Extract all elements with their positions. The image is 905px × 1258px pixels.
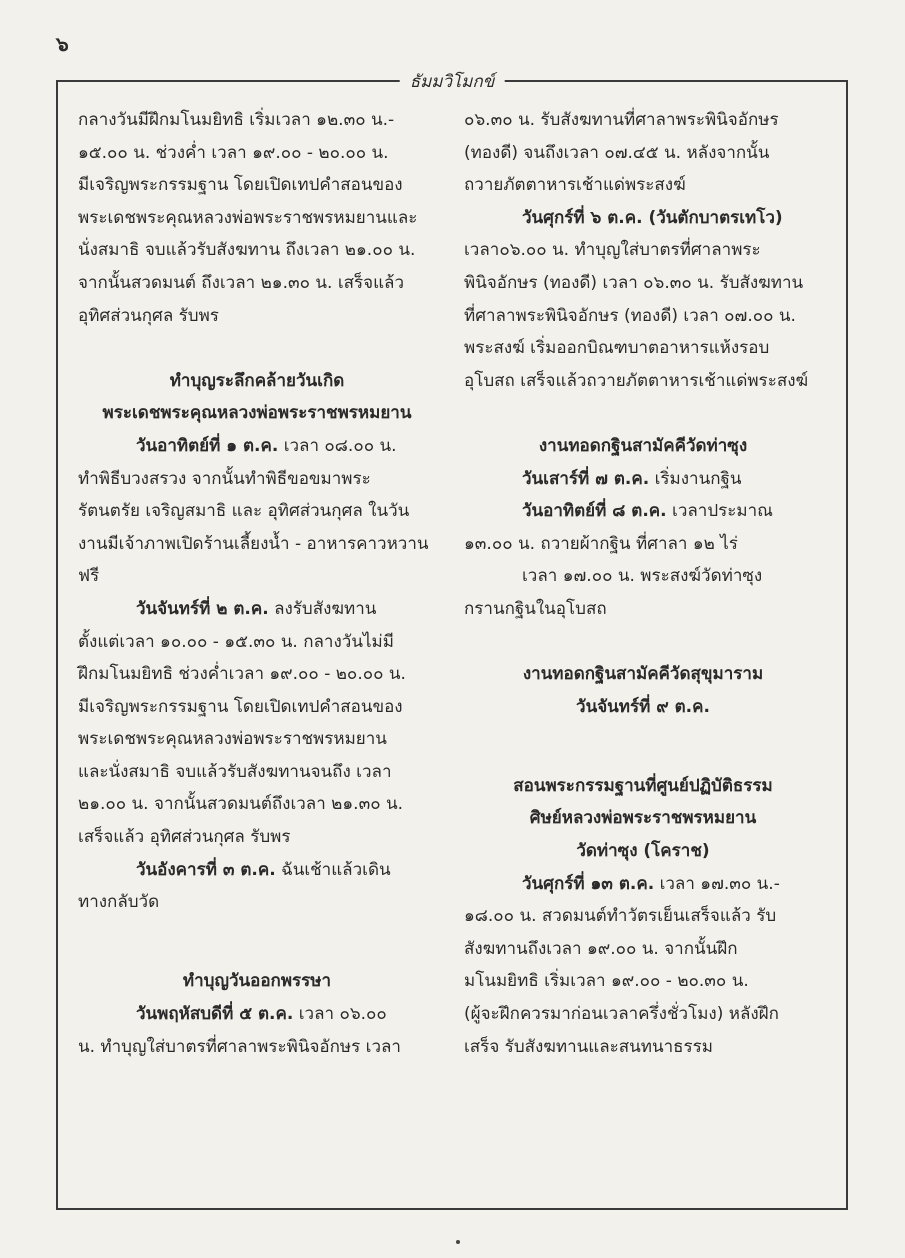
- section-heading: ทำบุญระลึกคล้ายวันเกิด: [169, 370, 345, 391]
- text-line: เวลา๐๖.๐๐ น. ทำบุญใส่บาตรที่ศาลาพระ: [464, 240, 761, 261]
- entry-text: ลงรับสังฆทาน: [268, 598, 377, 619]
- text-line: ถวายภัตตาหารเช้าแด่พระสงฆ์: [464, 175, 686, 196]
- entry-first-line: [464, 868, 822, 901]
- text-line: ฟรี: [78, 566, 100, 587]
- text-line: ทำพิธีบวงสรวง จากนั้นทำพิธีขอขมาพระ: [78, 468, 371, 489]
- entry-text: ฉันเช้าแล้วเดิน: [275, 859, 391, 880]
- entry-first-line: [78, 430, 436, 463]
- entry-text: เวลาประมาณ: [666, 501, 773, 522]
- right-column: [464, 104, 822, 1063]
- section-heading: สอนพระกรรมฐานที่ศูนย์ปฏิบัติธรรม: [513, 775, 773, 796]
- entry-first-line: [78, 593, 436, 626]
- page-number: ๖: [56, 32, 69, 56]
- entry-text: เวลา ๑๗.๓๐ น.-: [654, 873, 780, 894]
- date-label: วันอาทิตย์ที่ ๘ ต.ค.: [522, 501, 667, 522]
- section-heading: วัดท่าซุง (โคราช): [576, 841, 710, 862]
- date-label: วันศุกร์ที่ ๖ ต.ค. (วันตักบาตรเทโว): [522, 207, 783, 228]
- text-line: พระเดชพระคุณหลวงพ่อพระราชพรหมยานและ: [78, 207, 418, 228]
- text-line: ที่ศาลาพระพินิจอักษร (ทองดี) เวลา ๐๗.๐๐ น.: [464, 305, 796, 326]
- text-line: ฝึกมโนมยิทธิ ช่วงค่ำเวลา ๑๙.๐๐ - ๒๐.๐๐ น.: [78, 664, 406, 685]
- entry-first-line: [464, 495, 822, 528]
- entry-text: เวลา ๐๘.๐๐ น.: [278, 435, 397, 456]
- text-line: ๒๑.๐๐ น. จากนั้นสวดมนต์ถึงเวลา ๒๑.๓๐ น.: [78, 794, 404, 815]
- entry-text: เริ่มงานกฐิน: [649, 468, 742, 489]
- date-label: วันจันทร์ที่ ๒ ต.ค.: [136, 598, 269, 619]
- entry-text: เวลา ๐๖.๐๐: [293, 1004, 387, 1025]
- text-line: ๑๕.๐๐ น. ช่วงค่ำ เวลา ๑๙.๐๐ - ๒๐.๐๐ น.: [78, 142, 389, 163]
- text-line: งานมีเจ้าภาพเปิดร้านเลี้ยงน้ำ - อาหารคาวหวาน: [78, 533, 429, 554]
- date-label: วันอังคารที่ ๓ ต.ค.: [136, 859, 276, 880]
- text-line: ๑๓.๐๐ น. ถวายผ้ากฐิน ที่ศาลา ๑๒ ไร่: [464, 533, 738, 554]
- text-line: ๑๘.๐๐ น. สวดมนต์ทำวัตรเย็นเสร็จแล้ว รับ: [464, 906, 777, 927]
- text-line: กรานกฐินในอุโบสถ: [464, 598, 607, 619]
- left-column: [78, 104, 436, 1063]
- date-label: วันศุกร์ที่ ๑๓ ต.ค.: [522, 873, 655, 894]
- running-header: ธัมมวิโมกข์: [400, 68, 505, 95]
- section-heading: ทำบุญวันออกพรรษา: [182, 971, 332, 992]
- date-label: วันพฤหัสบดีที่ ๕ ต.ค.: [136, 1004, 294, 1025]
- text-line: รัตนตรัย เจริญสมาธิ และ อุทิศส่วนกุศล ในวัน: [78, 501, 410, 522]
- text-line: สังฆทานถึงเวลา ๑๙.๐๐ น. จากนั้นฝึก: [464, 938, 738, 959]
- text-line: มีเจริญพระกรรมฐาน โดยเปิดเทปคำสอนของ: [78, 175, 403, 196]
- text-line: พระเดชพระคุณหลวงพ่อพระราชพรหมยาน: [78, 729, 387, 750]
- content-frame: [56, 72, 848, 1210]
- text-line: น. ทำบุญใส่บาตรที่ศาลาพระพินิจอักษร เวลา: [78, 1036, 401, 1057]
- section-heading: พระเดชพระคุณหลวงพ่อพระราชพรหมยาน: [102, 403, 412, 424]
- text-line: ทางกลับวัด: [78, 892, 160, 913]
- text-line: ๐๖.๓๐ น. รับสังฆทานที่ศาลาพระพินิจอักษร: [464, 110, 779, 130]
- text-line: เสร็จแล้ว อุทิศส่วนกุศล รับพร: [78, 827, 291, 848]
- section-heading: ศิษย์หลวงพ่อพระราชพรหมยาน: [529, 808, 757, 829]
- section-heading: งานทอดกฐินสามัคคีวัดท่าซุง: [538, 435, 748, 456]
- text-line: (ผู้จะฝึกควรมาก่อนเวลาครึ่งชั่วโมง) หลังฝึก: [464, 1004, 779, 1025]
- text-line: ตั้งแต่เวลา ๑๐.๐๐ - ๑๕.๓๐ น. กลางวันไม่มี: [78, 631, 394, 652]
- section-heading: งานทอดกฐินสามัคคีวัดสุขุมาราม: [522, 664, 764, 685]
- bottom-dot: [456, 1240, 460, 1244]
- text-line: อุทิศส่วนกุศล รับพร: [78, 305, 219, 326]
- date-label: วันเสาร์ที่ ๗ ต.ค.: [522, 468, 650, 489]
- entry-first-line: [464, 463, 822, 496]
- text-line: และนั่งสมาธิ จบแล้วรับสังฆทานจนถึง เวลา: [78, 761, 392, 782]
- text-line: พินิจอักษร (ทองดี) เวลา ๐๖.๓๐ น. รับสังฆทาน: [464, 272, 804, 293]
- text-line: มโนมยิทธิ เริ่มเวลา ๑๙.๐๐ - ๒๐.๓๐ น.: [464, 971, 749, 992]
- text-line: พระสงฆ์ เริ่มออกบิณฑบาตอาหารแห้งรอบ: [464, 338, 770, 359]
- entry-first-line: [78, 854, 436, 887]
- text-line: (ทองดี) จนถึงเวลา ๐๗.๔๕ น. หลังจากนั้น: [464, 142, 770, 163]
- text-line: อุโบสถ เสร็จแล้วถวายภัตตาหารเช้าแด่พระสงฆ์: [464, 370, 809, 391]
- text-line: นั่งสมาธิ จบแล้วรับสังฆทาน ถึงเวลา ๒๑.๐๐ น.: [78, 240, 416, 261]
- left-block1: [78, 104, 436, 332]
- entry-first-line: [78, 998, 436, 1031]
- text-line: จากนั้นสวดมนต์ ถึงเวลา ๒๑.๓๐ น. เสร็จแล้ว: [78, 272, 405, 293]
- text-line: เวลา ๑๗.๐๐ น. พระสงฆ์วัดท่าซุง: [522, 566, 763, 587]
- date-label: วันจันทร์ที่ ๙ ต.ค.: [576, 696, 710, 717]
- text-line: กลางวันมีฝึกมโนมยิทธิ เริ่มเวลา ๑๒.๓๐ น.-: [78, 110, 395, 130]
- text-line: เสร็จ รับสังฆทานและสนทนาธรรม: [464, 1036, 713, 1057]
- text-line: มีเจริญพระกรรมฐาน โดยเปิดเทปคำสอนของ: [78, 696, 403, 717]
- date-label: วันอาทิตย์ที่ ๑ ต.ค.: [136, 435, 279, 456]
